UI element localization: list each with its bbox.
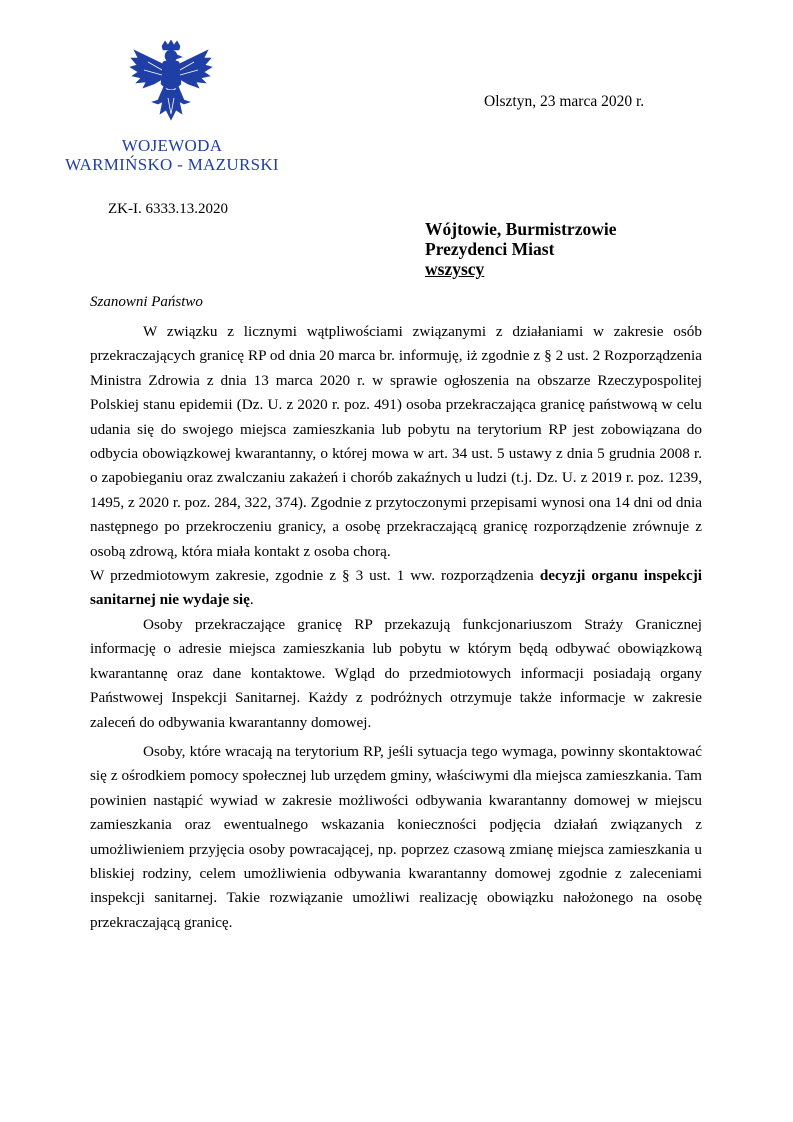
recipients-block xyxy=(425,219,616,279)
paragraph-2-end: . xyxy=(249,591,254,609)
recipients-line-2: Prezydenci Miast xyxy=(425,239,555,259)
paragraph-3: Osoby przekraczające granicę RP przekazują funkcjonariuszom Straży Granicznej informację o adresie miejsca zamieszkania lub pobytu w którym będą odbywać obowiązkową kwarantannę oraz dane kontaktowe. Wgląd do przedmiotowych informacji posiadają organy Państwowej Inspekcji Sanitarnej. Każdy z podróżnych otrzymuje także informacje w zakresie zaleceń do odbywania kwarantanny domowej. xyxy=(90,615,702,731)
letter-date: Olsztyn, 23 marca 2020 r. xyxy=(484,93,645,110)
paragraph-2-bold: decyzji organu inspekcji sanitarnej nie wydaje się xyxy=(90,567,703,609)
letter-body xyxy=(90,320,702,935)
paragraph-2-text: W przedmiotowym zakresie, zgodnie z § 3 ust. 1 ww. rozporządzenia xyxy=(90,567,540,585)
office-line-2: WARMIŃSKO - MAZURSKI xyxy=(65,155,279,174)
issuing-office xyxy=(52,136,292,174)
paragraph-4: Osoby, które wracają na terytorium RP, jeśli sytuacja tego wymaga, powinny skontaktować się z ośrodkiem pomocy społecznej lub urzędem gminy, właściwymi dla miejsca zamieszkania. Tam powinien nastąpić wywiad w zakresie możliwości odbywania kwarantanny domowej w miejscu zamieszkania oraz ewentualnego wskazania konieczności podjęcia działań związanych z umożliwieniem przyjęcia osoby powracającej, np. poprzez czasową zmianę miejsca zamieszkania u bliskiej rodziny, celem umożliwienia odbywania kwarantanny domowej zgodnie z zaleceniami inspekcji sanitarnej. Takie rozwiązanie umożliwi realizację obowiązku nałożonego na osobę przekraczającą granicę. xyxy=(90,742,702,931)
salutation: Szanowni Państwo xyxy=(90,294,203,310)
office-line-1: WOJEWODA xyxy=(121,136,223,155)
paragraph-1: W związku z licznymi wątpliwościami związanymi z działaniami w zakresie osób przekraczających granicę RP od dnia 20 marca br. informuję, iż zgodnie z § 2 ust. 2 Rozporządzenia Ministra Zdrowia z dnia 13 marca 2020 r. w sprawie ogłoszenia na obszarze Rzeczypospolitej Polskiej stanu epidemii (Dz. U. z 2020 r. poz. 491) osoba przekraczająca granicę państwową w celu udania się do swojego miejsca zamieszkania lub pobytu na terytorium RP jest zobowiązana do odbycia obowiązkowej kwarantanny, o której mowa w art. 34 ust. 5 ustawy z dnia 5 grudnia 2008 r. o zapobieganiu oraz zwalczaniu zakażeń i chorób zakaźnych u ludzi (t.j. Dz. U. z 2019 r. poz. 1239, 1495, z 2020 r. poz. 284, 322, 374). Zgodnie z przytoczonymi przepisami wynosi ona 14 dni od dnia następnego po przekroczeniu granicy, a osobę przekraczającą granicę rozporządzenie zrównuje z osobą zdrową, która miała kontakt z osoba chorą. xyxy=(90,323,702,560)
recipients-line-1: Wójtowie, Burmistrzowie xyxy=(425,219,617,239)
polish-eagle-icon xyxy=(128,40,214,132)
recipients-line-3: wszyscy xyxy=(425,259,485,279)
paragraph-2 xyxy=(90,564,702,613)
reference-number: ZK-I. 6333.13.2020 xyxy=(108,201,228,217)
